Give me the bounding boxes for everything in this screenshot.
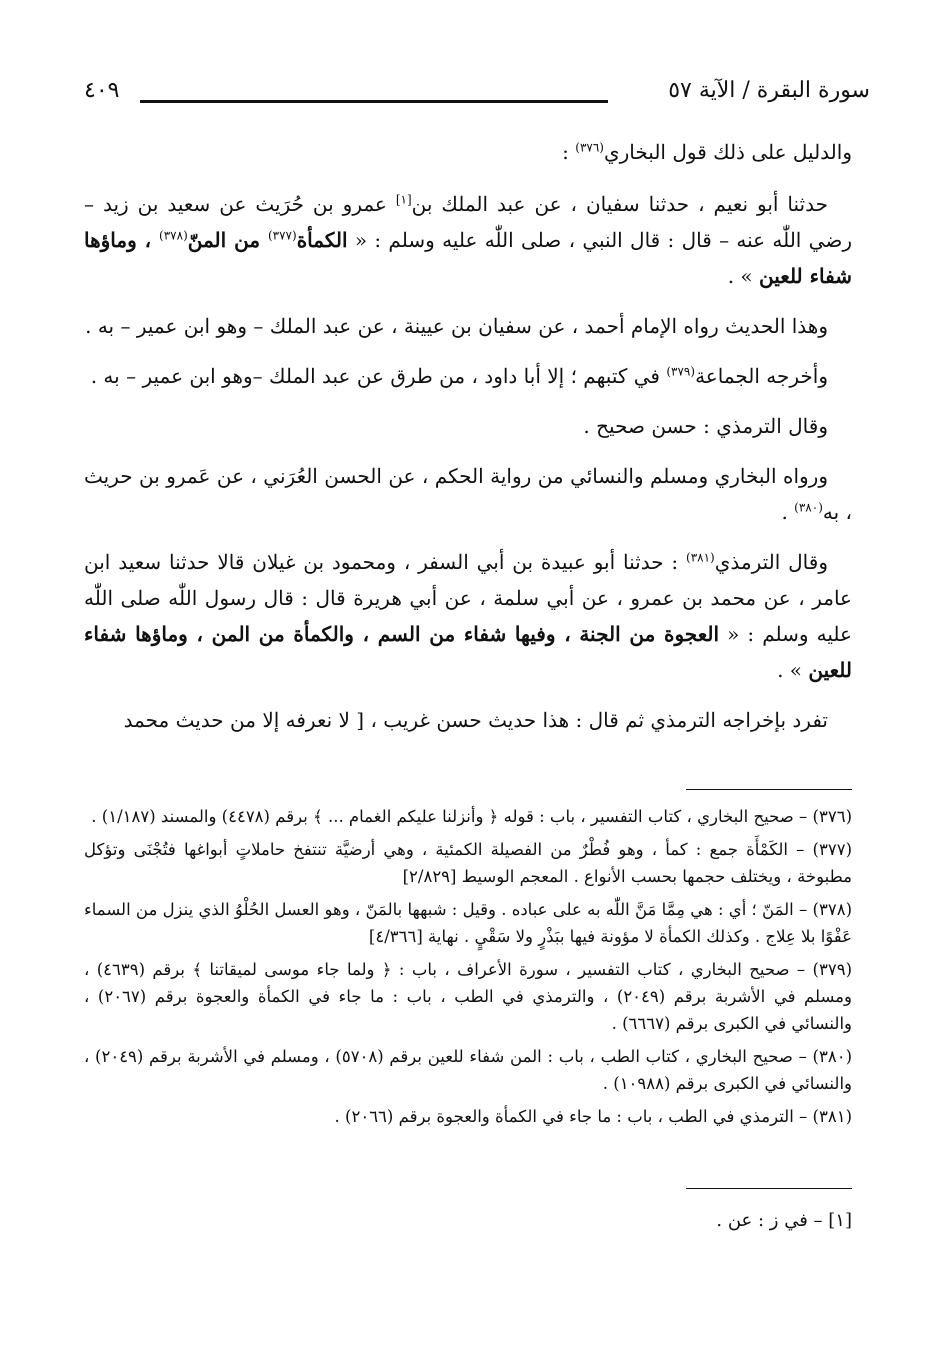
footnote-ref-380[interactable]: (٣٨٠) bbox=[794, 500, 823, 515]
hadith-bold-2: من المنّ bbox=[187, 228, 268, 252]
paragraph-4 bbox=[84, 358, 852, 394]
paragraph-8: تفرد بإخراجه الترمذي ثم قال : هذا حديث حسن غريب ، [ لا نعرفه إلا من حديث محمد bbox=[123, 708, 828, 732]
footnote-ref-381[interactable]: (٣٨١) bbox=[686, 550, 715, 565]
footnote-number: (٣٧٨) bbox=[812, 900, 852, 919]
footnote-separator bbox=[686, 789, 852, 790]
main-text bbox=[84, 134, 852, 752]
footnote-text: – صحيح البخاري ، كتاب الطب ، باب : المن شفاء للعين برقم (٥٧٠٨) ، ومسلم في الأشربة برقم (٢٠٤٩) ، والنسائي في الكبرى برقم (١٠٩٨٨) . bbox=[84, 1047, 852, 1093]
footnote-377 bbox=[84, 836, 852, 890]
p7-tail: » . bbox=[777, 658, 809, 682]
footnote-text: – المَنّ ؛ أي : هي مِمَّا مَنَّ اللّٰه به على عباده . وقيل : شبهها بالمَنّ ، وهو العسل الحُلْوُ الذي ينزل من السماء عَفْوًا بلا عِلاج . وكذلك الكمأة لا مؤونة فيها ببَذْرٍ ولا سَقْيٍ . نهاية [٤/٣٦٦] bbox=[84, 900, 852, 946]
footnote-number: (٣٧٦) bbox=[812, 807, 852, 826]
p4-text: وأخرجه الجماعة bbox=[695, 364, 828, 388]
p1-text: والدليل على ذلك قول البخاري bbox=[603, 140, 852, 164]
footnote-number: (٣٨١) bbox=[812, 1107, 852, 1126]
footnote-text: – الكَمْأَة جمع : كمأ ، وهو فُطْرٌ من الفصيلة الكمئية ، وهي أرضيَّة تنتفخ حاملاتٍ أبواغها فتُجْنَى وتؤكل مطبوخة ، ويختلف حجمها بحسب الأنواع . المعجم الوسيط [٢/٨٢٩] bbox=[84, 840, 852, 886]
paragraph-3: وهذا الحديث رواه الإمام أحمد ، عن سفيان بن عيينة ، عن عبد الملك – وهو ابن عمير – به . bbox=[85, 314, 828, 338]
footnote-text: – صحيح البخاري ، كتاب التفسير ، سورة الأعراف ، باب : ﴿ ولما جاء موسى لميقاتنا ﴾ برقم (٤٦٣٩) ، ومسلم في الأشربة برقم (٢٠٤٩) ، والترمذي في الطب ، باب : ما جاء في الكمأة والعجوة برقم (٢٠٦٧) ، والنسائي في الكبرى برقم (٦٦٦٧) . bbox=[84, 960, 852, 1033]
hadith-bold-3: ، وماؤها شفاء للعين bbox=[84, 228, 852, 288]
header-rule bbox=[140, 100, 608, 103]
footnote-ref-377[interactable]: (٣٧٧) bbox=[267, 228, 297, 243]
running-title: سورة البقرة / الآية ٥٧ bbox=[668, 78, 870, 103]
p2-text: حدثنا أبو نعيم ، حدثنا سفيان ، عن عبد الملك بن bbox=[411, 192, 828, 216]
hadith-bold-4: العجوة من الجنة ، وفيها شفاء من السم ، والكمأة من المن ، وماؤها شفاء للعين bbox=[84, 622, 852, 682]
paragraph-7 bbox=[84, 544, 852, 688]
p2-tail: » . bbox=[727, 264, 760, 288]
hadith-bold-1: الكمأة bbox=[296, 228, 348, 252]
p1-tail: : bbox=[562, 140, 576, 164]
p7-text-2: : حدثنا أبو عبيدة بن أبي السفر ، ومحمود بن غيلان قالا حدثنا سعيد ابن عامر ، عن محمد بن عمرو ، عن أبي سلمة ، عن أبي هريرة قال : قال رسول اللّٰه صلى اللّٰه عليه وسلم : « bbox=[84, 550, 852, 646]
footnote-380 bbox=[84, 1043, 852, 1097]
p2-text-2: عمرو بن حُرَيث عن سعيد بن زيد – رضي اللّٰه عنه – قال : قال النبي ، صلى اللّٰه عليه وسلم : « bbox=[84, 192, 852, 252]
footnote-text: – صحيح البخاري ، كتاب التفسير ، باب : قوله ﴿ وأنزلنا عليكم الغمام ... ﴾ برقم (٤٤٧٨) والمسند (١/١٨٧) . bbox=[91, 807, 813, 826]
footnote-text: – الترمذي في الطب ، باب : ما جاء في الكمأة والعجوة برقم (٢٠٦٦) . bbox=[334, 1107, 813, 1126]
footnote-number: (٣٨٠) bbox=[812, 1047, 852, 1066]
paragraph-6 bbox=[84, 458, 852, 530]
footnote-number: (٣٧٩) bbox=[812, 960, 852, 979]
footnote-ref-379[interactable]: (٣٧٩) bbox=[666, 364, 696, 379]
footnote-ref-378[interactable]: (٣٧٨) bbox=[159, 228, 188, 243]
edit-notes bbox=[84, 1206, 852, 1242]
p4-text-2: في كتبهم ؛ إلا أبا داود ، من طرق عن عبد الملك –وهو ابن عمير – به . bbox=[90, 364, 667, 388]
footnote-number: (٣٧٧) bbox=[812, 840, 852, 859]
page-header bbox=[84, 78, 870, 114]
footnotes bbox=[84, 803, 852, 1136]
page-number: ٤٠٩ bbox=[84, 78, 120, 103]
p7-text: وقال الترمذي bbox=[714, 550, 828, 574]
edit-note-1: [١] – في ز : عن . bbox=[716, 1210, 852, 1231]
footnote-378 bbox=[84, 896, 852, 950]
edit-note-ref-1[interactable]: [١] bbox=[395, 192, 412, 207]
p6-text: ورواه البخاري ومسلم والنسائي من رواية الحكم ، عن الحسن العُرَني ، عن عَمرو بن حريث ، به bbox=[84, 464, 852, 524]
footnote-379 bbox=[84, 956, 852, 1037]
p6-tail: . bbox=[781, 500, 795, 524]
footnote-376 bbox=[84, 803, 852, 830]
paragraph-5: وقال الترمذي : حسن صحيح . bbox=[583, 414, 828, 438]
footnote-ref-376[interactable]: (٣٧٦) bbox=[575, 140, 604, 155]
paragraph-2 bbox=[84, 186, 852, 294]
edit-notes-separator bbox=[686, 1188, 852, 1189]
paragraph-1 bbox=[84, 134, 852, 170]
footnote-381 bbox=[84, 1103, 852, 1130]
